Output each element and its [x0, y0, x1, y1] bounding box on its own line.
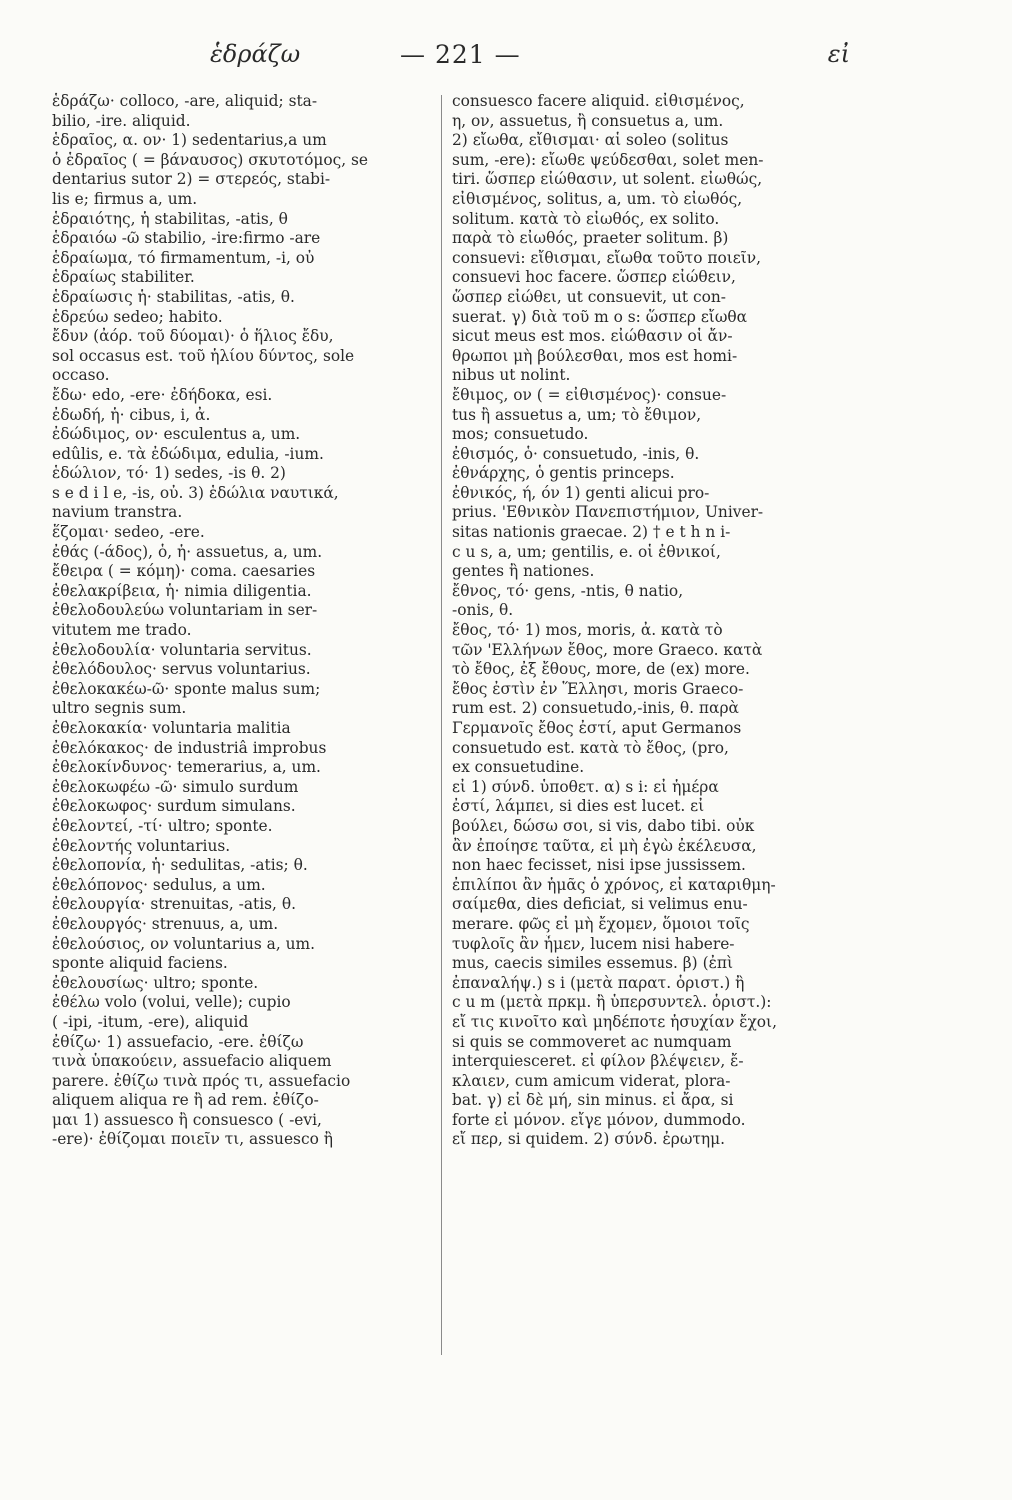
text-line: παρὰ τὸ εἰωθός, praeter solitum. β): [452, 229, 729, 248]
header-guide-word-left: ἑδράζω: [210, 40, 301, 68]
text-line: ἐθίζω· 1) assuefacio, -ere. ἐθίζω: [52, 1032, 304, 1051]
text-line: ἐθνάρχης, ὁ gentis princeps.: [452, 464, 675, 483]
text-line: ἑδραιότης, ἡ stabilitas, -atis, θ: [52, 209, 288, 228]
text-line: εἰθισμένος, solitus, a, um. τὸ εἰωθός,: [452, 189, 743, 208]
text-line: ἑδρεύω sedeo; habito.: [52, 307, 223, 326]
text-line: ἑδράζω· colloco, -are, aliquid; sta-: [52, 92, 318, 110]
text-line: consuevi: εἴθισμαι, εἴωθα τοῦτο ποιεῖν,: [452, 248, 762, 267]
text-line: merare. φῶς εἰ μὴ ἔχομεν, ὅμοιοι τοῖς: [452, 914, 750, 933]
text-line: sum, -ere): εἴωθε ψεύδεσθαι, solet men-: [452, 150, 764, 169]
text-line: ( -ipi, -itum, -ere), aliquid: [52, 1012, 249, 1031]
text-line: sitas nationis graecae. 2) † e t h n i-: [452, 523, 731, 542]
text-line: ἔθειρα ( = κόμη)· coma. caesaries: [52, 562, 316, 581]
text-line: occaso.: [52, 366, 110, 385]
text-line: ἐθισμός, ὁ· consuetudo, -inis, θ.: [452, 444, 700, 463]
text-line: aliquem aliqua re ἢ ad rem. ἐθίζο-: [52, 1091, 319, 1110]
text-line: 2) εἴωθα, εἴθισμαι· αἱ soleo (solitus: [452, 131, 729, 150]
text-line: ἑδραῖος, α. ον· 1) sedentarius,a um: [52, 131, 327, 150]
text-line: navium transtra.: [52, 503, 183, 522]
text-line: parere. ἐθίζω τινὰ πρός τι, assuefacio: [52, 1071, 351, 1090]
text-line: dentarius sutor 2) = στερεός, stabi-: [52, 170, 331, 189]
left-column: [52, 92, 462, 1150]
text-line: s e d i l e, -is, οὐ. 3) ἑδώλια ναυτικά,: [52, 483, 339, 502]
text-line: ἔθιμος, ον ( = εἰθισμένος)· consue-: [452, 385, 727, 404]
text-line: η, ον, assuetus, ἢ consuetus a, um.: [452, 111, 724, 130]
text-line: c u m (μετὰ πρκμ. ἢ ὑπερσυντελ. ὁριστ.):: [452, 993, 772, 1012]
text-line: ἑδραίωσις ἡ· stabilitas, -atis, θ.: [52, 287, 295, 306]
text-line: ἔθος ἐστὶν ἐν Ἕλλησι, moris Graeco-: [452, 679, 744, 698]
text-line: ἐθελοδουλεύω voluntariam in ser-: [52, 601, 318, 620]
text-line: -onis, θ.: [452, 601, 514, 620]
text-line: consuetudo est. κατὰ τὸ ἔθος, (pro,: [452, 738, 729, 757]
text-line: consuesco facere aliquid. εἰθισμένος,: [452, 92, 745, 110]
text-line: τὸ ἔθος, ἐξ ἔθους, more, de (ex) more.: [452, 660, 750, 679]
text-line: solitum. κατὰ τὸ εἰωθός, ex solito.: [452, 209, 720, 228]
text-line: ἐστί, λάμπει, si dies est lucet. εἰ: [452, 797, 705, 816]
text-line: ἔδω· edo, -ere· ἐδήδοκα, esi.: [52, 385, 273, 404]
header-guide-word-right: εἰ: [827, 40, 850, 68]
text-line: si quis se commoveret ac numquam: [452, 1032, 732, 1051]
text-line: ἐθελοκακία· voluntaria malitia: [52, 719, 291, 737]
text-line: ex consuetudine.: [452, 758, 585, 777]
text-line: ἐθελακρίβεια, ἡ· nimia diligentia.: [52, 581, 312, 600]
text-line: εἴ τις κινοῖτο καὶ μηδέποτε ἡσυχίαν ἔχοι,: [452, 1012, 777, 1031]
text-line: ἐπιλίποι ἂν ἡμᾶς ὁ χρόνος, εἰ καταριθμη-: [452, 875, 776, 894]
text-line: ἐθελοκωφος· surdum simulans.: [52, 797, 296, 816]
text-line: σαίμεθα, dies deficiat, si velimus enu-: [452, 895, 748, 914]
text-line: τῶν 'Ελλήνων ἔθος, more Graeco. κατὰ: [452, 640, 763, 659]
text-line: ultro segnis sum.: [52, 699, 187, 718]
text-line: ἐθελουργός· strenuus, a, um.: [52, 914, 279, 933]
column-divider: [441, 95, 442, 1355]
text-line: interquiesceret. εἰ φίλον βλέψειεν, ἔ-: [452, 1052, 744, 1071]
text-line: consuevi hoc facere. ὥσπερ εἰώθειν,: [452, 268, 736, 287]
text-line: ἐθέλω volo (volui, velle); cupio: [52, 993, 291, 1012]
text-line: ἂν ἐποίησε ταῦτα, εἰ μὴ ἐγὼ ἐκέλευσα,: [452, 836, 757, 855]
text-line: edûlis, e. τὰ ἐδώδιμα, edulia, -ium.: [52, 444, 324, 463]
text-line: ἔδυν (ἀόρ. τοῦ δύομαι)· ὁ ἥλιος ἔδυ,: [52, 327, 334, 346]
text-line: c u s, a, um; gentilis, e. οἱ ἐθνικοί,: [452, 542, 721, 561]
text-line: ἐθνικός, ή, όν 1) genti alicui pro-: [452, 483, 710, 502]
page-number: — 221 —: [400, 40, 521, 69]
text-line: sponte aliquid faciens.: [52, 954, 228, 973]
text-line: non haec fecisset, nisi ipse jussissem.: [452, 856, 746, 875]
text-line: ἕζομαι· sedeo, -ere.: [52, 523, 205, 542]
text-line: ἑδραιόω -ῶ stabilio, -ire:firmo -are: [52, 229, 321, 248]
text-line: ἑδραίωμα, τό firmamentum, -i, οὐ: [52, 248, 315, 267]
text-line: ἐθάς (-άδος), ὁ, ἡ· assuetus, a, um.: [52, 542, 323, 561]
text-line: μαι 1) assuesco ἢ consuesco ( -evi,: [52, 1110, 322, 1129]
text-line: prius. 'Εθνικὸν Πανεπιστήμιον, Univer-: [452, 503, 764, 522]
text-line: ἐθελοπονία, ἡ· sedulitas, -atis; θ.: [52, 856, 308, 875]
text-line: bilio, -ire. aliquid.: [52, 111, 191, 130]
text-line: ἐθελοκακέω-ῶ· sponte malus sum;: [52, 679, 321, 698]
text-line: ἐθελοκωφέω -ῶ· simulo surdum: [52, 777, 299, 796]
text-line: ἐθελόπονος· sedulus, a um.: [52, 875, 266, 894]
text-line: ἐθελοντής voluntarius.: [52, 836, 231, 855]
text-line: ἐθελούσιος, ον voluntarius a, um.: [52, 934, 316, 953]
text-line: ἐθελουργία· strenuitas, -atis, θ.: [52, 895, 296, 914]
text-line: ἔθνος, τό· gens, -ntis, θ natio,: [452, 581, 684, 600]
text-line: ὁ ἑδραῖος ( = βάναυσος) σκυτοτόμος, se: [52, 150, 369, 169]
text-line: ἐπαναλήψ.) s i (μετὰ παρατ. ὁριστ.) ἢ: [452, 973, 745, 992]
text-line: Γερμανοῖς ἔθος ἐστί, aput Germanos: [452, 719, 742, 737]
text-line: -ere)· ἐθίζομαι ποιεῖν τι, assuesco ἢ: [52, 1130, 333, 1149]
text-line: ἐθελοκίνδυνος· temerarius, a, um.: [52, 758, 321, 777]
text-line: gentes ἢ nationes.: [452, 562, 595, 581]
text-line: ἐθελοντεί, -τί· ultro; sponte.: [52, 816, 273, 835]
text-line: tiri. ὥσπερ εἰώθασιν, ut solent. εἰωθώς,: [452, 170, 763, 189]
right-column: [452, 92, 908, 1150]
text-line: κλαιεν, cum amicum viderat, plora-: [452, 1071, 731, 1090]
text-line: ἐδωδή, ἡ· cibus, i, ἀ.: [52, 405, 211, 424]
text-line: ἐθελοδουλία· voluntaria servitus.: [52, 640, 312, 659]
text-line: nibus ut nolint.: [452, 366, 571, 385]
text-line: mus, caecis similes essemus. β) (ἐπὶ: [452, 954, 733, 973]
page-header: [210, 40, 850, 76]
text-line: sol occasus est. τοῦ ἡλίου δύντος, sole: [52, 346, 355, 365]
text-line: βούλει, δώσω σοι, si vis, dabo tibi. οὐκ: [452, 816, 755, 835]
text-line: ἐθελόδουλος· servus voluntarius.: [52, 660, 311, 679]
text-line: ἐδώδιμος, ον· esculentus a, um.: [52, 425, 301, 444]
text-line: forte εἰ μόνον. εἴγε μόνον, dummodo.: [452, 1110, 746, 1129]
text-line: ἐθελουσίως· ultro; sponte.: [52, 973, 259, 992]
text-line: ἐθελόκακος· de industriâ improbus: [52, 738, 327, 757]
text-line: ἑδώλιον, τό· 1) sedes, -is θ. 2): [52, 464, 286, 483]
text-line: ὥσπερ εἰώθει, ut consuevit, ut con-: [452, 287, 726, 306]
text-line: ἑδραίως stabiliter.: [52, 268, 195, 287]
text-line: εἴ περ, si quidem. 2) σύνδ. ἐρωτημ.: [452, 1130, 726, 1149]
text-line: θρωποι μὴ βούλεσθαι, mos est homi-: [452, 346, 738, 365]
text-line: tus ἢ assuetus a, um; τὸ ἔθιμον,: [452, 405, 702, 424]
text-line: lis e; firmus a, um.: [52, 189, 198, 208]
text-line: ἔθος, τό· 1) mos, moris, ἀ. κατὰ τὸ: [452, 621, 723, 640]
text-line: sicut meus est mos. εἰώθασιν οἱ ἄν-: [452, 327, 733, 346]
text-line: mos; consuetudo.: [452, 425, 589, 444]
text-line: vitutem me trado.: [52, 621, 192, 640]
text-line: rum est. 2) consuetudo,-inis, θ. παρὰ: [452, 699, 739, 718]
text-line: εἰ 1) σύνδ. ὑποθετ. α) s i: εἰ ἡμέρα: [452, 777, 719, 796]
text-line: τινὰ ὑπακούειν, assuefacio aliquem: [52, 1052, 332, 1071]
text-line: suerat. γ) διὰ τοῦ m o s: ὥσπερ εἴωθα: [452, 307, 748, 326]
text-line: bat. γ) εἰ δὲ μή, sin minus. εἰ ἄρα, si: [452, 1091, 734, 1110]
text-line: τυφλοῖς ἂν ἦμεν, lucem nisi habere-: [452, 934, 735, 953]
